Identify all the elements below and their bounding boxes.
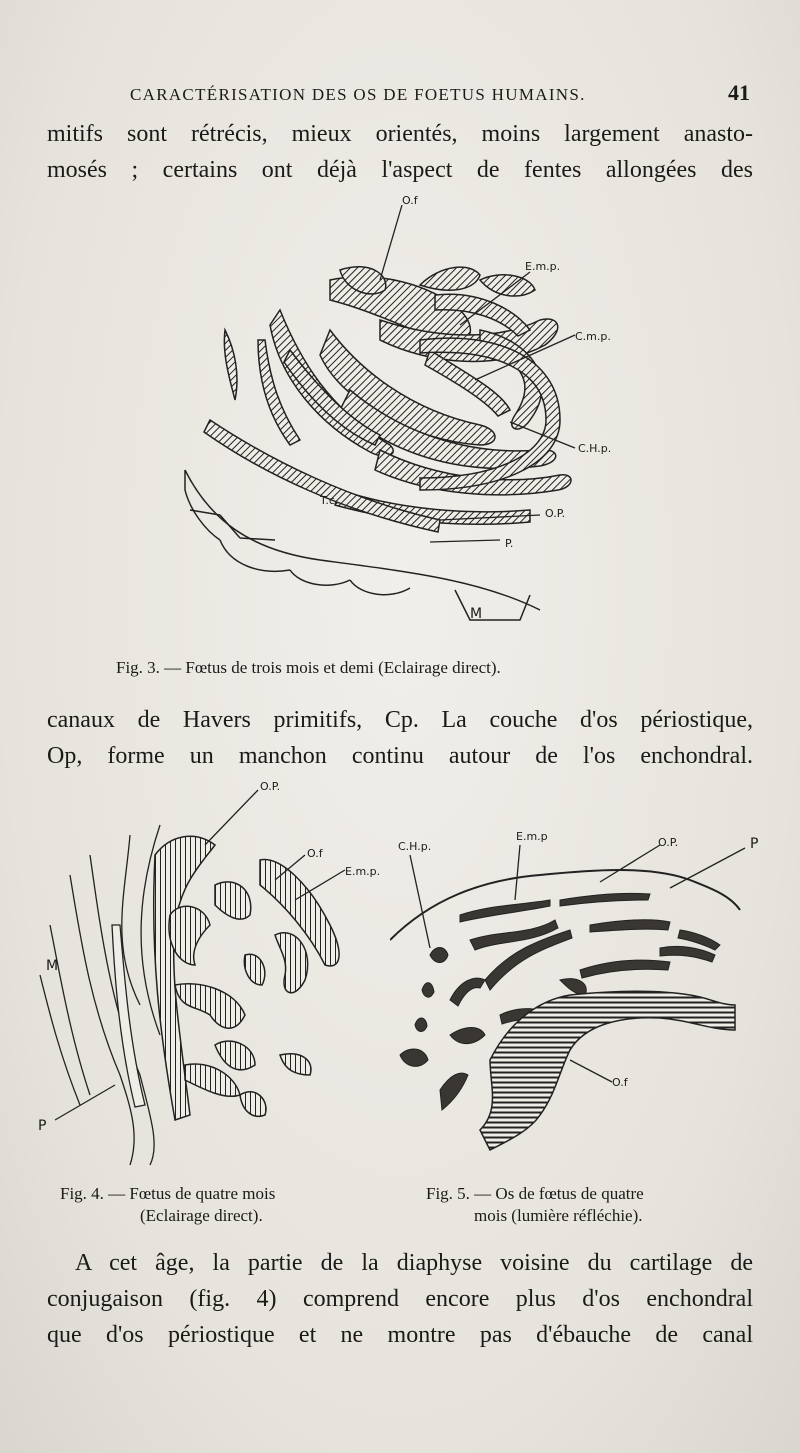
label-m: M <box>46 958 59 974</box>
label-op: O.P. <box>658 836 679 849</box>
figure-3-caption: Fig. 3. — Fœtus de trois mois et demi (Eclairage direct). <box>116 658 501 677</box>
label-cmp: C.m.p. <box>575 330 611 343</box>
text-line: canaux de Havers primitifs, Cp. La couche d'os périostique, <box>47 707 753 733</box>
figure-5-caption <box>426 1183 766 1227</box>
paragraph-bottom <box>47 1245 753 1353</box>
text-line: A cet âge, la partie de la diaphyse voisine du cartilage de <box>75 1250 753 1276</box>
figure-3 <box>180 190 760 650</box>
running-title: CARACTÉRISATION DES OS DE FOETUS HUMAINS. <box>130 85 586 104</box>
label-emp: E.m.p. <box>525 260 561 273</box>
caption-line: (Eclairage direct). <box>140 1206 263 1225</box>
leader-lines-fig5 <box>410 845 745 1082</box>
text-line: mosés ; certains ont déjà l'aspect de fentes allongées des <box>47 157 753 183</box>
text-line: Op, forme un manchon continu autour de l'os enchondral. <box>47 743 753 769</box>
figure-4 <box>30 775 390 1175</box>
label-p: P <box>38 1118 47 1134</box>
label-of: O.f <box>612 1076 628 1089</box>
figure-4-caption <box>60 1183 400 1227</box>
caption-line: Fig. 4. — Fœtus de quatre mois <box>60 1184 276 1203</box>
bone-islands <box>154 836 339 1120</box>
text-line: conjugaison (fig. 4) comprend encore plus d'os enchondral <box>47 1286 753 1312</box>
label-tc: T.c. <box>320 494 339 507</box>
label-m: M <box>470 606 483 622</box>
cartilage-band <box>112 925 145 1107</box>
figure-5 <box>390 820 770 1170</box>
label-op: O.P. <box>545 507 566 520</box>
periosteum-lines <box>40 825 160 1165</box>
label-chp: C.H.p. <box>398 840 432 853</box>
label-of: O.f <box>307 847 323 860</box>
text-line: que d'os périostique et ne montre pas d'ébauche de canal <box>47 1322 753 1348</box>
paragraph-top <box>47 116 753 188</box>
bone-trabeculae <box>204 267 571 532</box>
paragraph-middle <box>47 702 753 774</box>
label-emp: E.m.p. <box>345 865 381 878</box>
running-head <box>130 80 760 106</box>
label-op: O.P. <box>260 780 281 793</box>
label-emp: E.m.p <box>516 830 548 843</box>
caption-line: mois (lumière réfléchie). <box>474 1206 643 1225</box>
caption-line: Fig. 5. — Os de fœtus de quatre <box>426 1184 644 1203</box>
page-number: 41 <box>728 80 750 105</box>
label-p: P. <box>505 537 514 550</box>
label-chp: C.H.p. <box>578 442 612 455</box>
text-line: mitifs sont rétrécis, mieux orientés, moins largement anasto- <box>47 121 753 147</box>
label-p: P <box>750 836 759 852</box>
label-of: O.f <box>402 194 418 207</box>
